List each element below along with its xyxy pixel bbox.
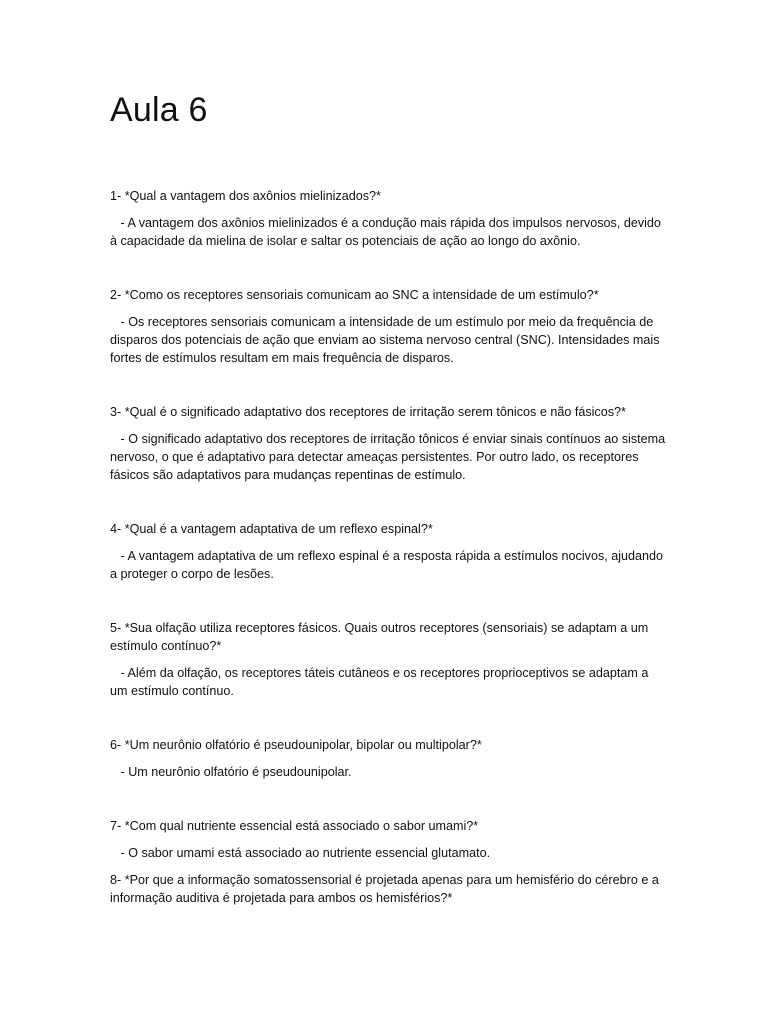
answer-1: - A vantagem dos axônios mielinizados é a condução mais rápida dos impulsos nervosos, devido à capacidade da mielina de isolar e saltar os potenciais de ação ao longo do axônio.: [110, 216, 665, 248]
qa-item-8: [110, 871, 668, 907]
qa-item-7: [110, 817, 668, 862]
qa-list: [110, 187, 668, 907]
question-7: 7- *Com qual nutriente essencial está associado o sabor umami?*: [110, 819, 479, 833]
qa-item-4: [110, 520, 668, 583]
answer-5: - Além da olfação, os receptores táteis cutâneos e os receptores proprioceptivos se adaptam a um estímulo contínuo.: [110, 666, 652, 698]
answer-7: - O sabor umami está associado ao nutriente essencial glutamato.: [110, 846, 491, 860]
qa-item-2: [110, 286, 668, 367]
answer-3: - O significado adaptativo dos receptores de irritação tônicos é enviar sinais contínuos ao sistema nervoso, o que é adaptativo para detectar ameaças persistentes. Por outro lado, os receptores fásicos são adaptativos para mudanças repentinas de estímulo.: [110, 432, 669, 482]
qa-item-3: [110, 403, 668, 484]
question-2: 2- *Como os receptores sensoriais comunicam ao SNC a intensidade de um estímulo?*: [110, 288, 599, 302]
question-3: 3- *Qual é o significado adaptativo dos receptores de irritação serem tônicos e não fásicos?*: [110, 405, 626, 419]
answer-2: - Os receptores sensoriais comunicam a intensidade de um estímulo por meio da frequência de disparos dos potenciais de ação que enviam ao sistema nervoso central (SNC). Intensidades mais fortes de estímulos resultam em mais frequência de disparos.: [110, 315, 664, 365]
question-4: 4- *Qual é a vantagem adaptativa de um reflexo espinal?*: [110, 522, 433, 536]
question-1: 1- *Qual a vantagem dos axônios mielinizados?*: [110, 189, 381, 203]
qa-item-5: [110, 619, 668, 700]
question-8: 8- *Por que a informação somatossensorial é projetada apenas para um hemisfério do cérebro e a informação auditiva é projetada para ambos os hemisférios?*: [110, 873, 659, 905]
page-title: Aula 6: [110, 91, 208, 129]
answer-6: - Um neurônio olfatório é pseudounipolar.: [110, 765, 352, 779]
qa-item-1: [110, 187, 668, 250]
question-5: 5- *Sua olfação utiliza receptores fásicos. Quais outros receptores (sensoriais) se adaptam a um estímulo contínuo?*: [110, 621, 649, 653]
qa-item-6: [110, 736, 668, 781]
question-6: 6- *Um neurônio olfatório é pseudounipolar, bipolar ou multipolar?*: [110, 738, 482, 752]
answer-4: - A vantagem adaptativa de um reflexo espinal é a resposta rápida a estímulos nocivos, ajudando a proteger o corpo de lesões.: [110, 549, 667, 581]
